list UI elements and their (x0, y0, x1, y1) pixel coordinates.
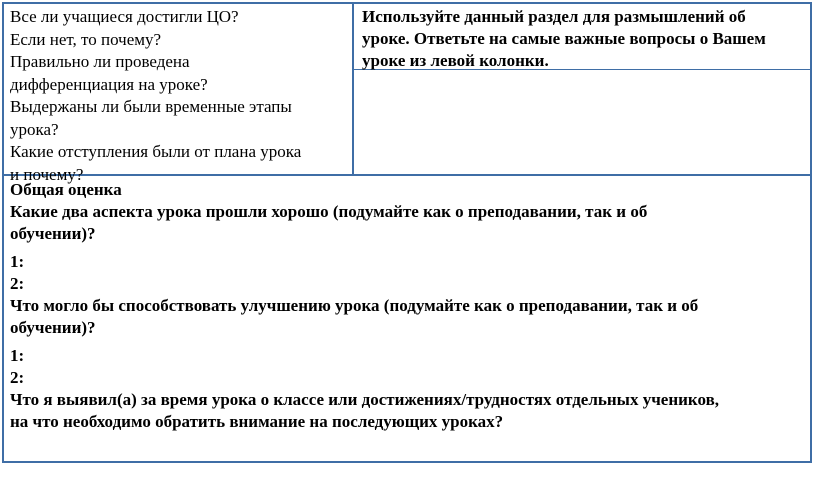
instruction-line: Используйте данный раздел для размышлений об (362, 7, 746, 26)
question-line: урока? (10, 119, 59, 139)
question-line: Если нет, то почему? (10, 29, 162, 49)
answer-item: 1: (10, 346, 25, 365)
question-text: Что я выявил(а) за время урока о классе или достижениях/трудностях отдельных учеников, (10, 390, 719, 409)
question-line: дифференциация на уроке? (10, 74, 208, 94)
question-line: Правильно ли проведена (10, 52, 190, 71)
question-text: Что могло бы способствовать улучшению урока (подумайте как о преподавании, так и об (10, 296, 699, 315)
question-text: обучении)? (10, 318, 96, 337)
question-line: Какие отступления были от плана урока (10, 142, 302, 161)
instruction-line: уроке из левой колонки. (362, 51, 549, 70)
question-line: Все ли учащиеся достигли ЦО? (10, 7, 239, 26)
question-text: на что необходимо обратить внимание на последующих уроках? (10, 412, 504, 431)
section-heading: Общая оценка (10, 180, 122, 199)
question-line: Выдержаны ли были временные этапы (10, 97, 292, 116)
reflection-answer-cell[interactable] (354, 70, 810, 176)
questions-cell (4, 4, 354, 184)
question-text: Какие два аспекта урока прошли хорошо (подумайте как о преподавании, так и об (10, 202, 648, 221)
overall-assessment-cell (4, 176, 810, 461)
answer-item: 2: (10, 368, 25, 387)
answer-item: 2: (10, 274, 25, 293)
question-text: обучении)? (10, 224, 96, 243)
instruction-line: уроке. Ответьте на самые важные вопросы о Вашем (362, 29, 766, 48)
reflection-table (2, 2, 812, 463)
answer-item: 1: (10, 252, 25, 271)
instructions-cell (354, 4, 810, 70)
question-line: и почему? (10, 164, 84, 184)
